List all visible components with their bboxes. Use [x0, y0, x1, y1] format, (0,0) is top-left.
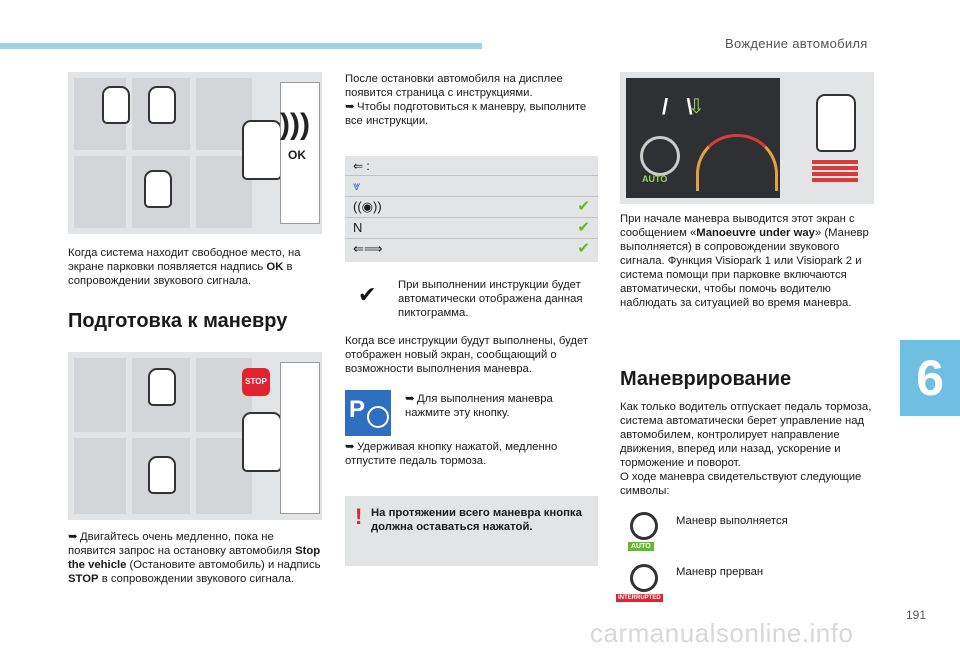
- direction-icon: ⇐⟹: [353, 241, 383, 256]
- section-title: Вождение автомобиля: [725, 36, 868, 51]
- paragraph-ready: Когда все инструкции будут выполнены, будет отображен новый экран, сообщающий о возможности выполнения маневра.: [345, 335, 589, 375]
- warning-box: [345, 496, 598, 566]
- steering-wheel-icon: [367, 406, 389, 428]
- steering-wheel-icon: [640, 136, 680, 176]
- stop-sign-icon: STOP: [242, 368, 270, 396]
- trajectory-lines: [696, 134, 778, 191]
- obstacle-indicator: [812, 160, 858, 182]
- car-icon: [148, 456, 176, 494]
- arrow-down-icon: ⇩: [688, 96, 705, 118]
- car-icon: [242, 120, 282, 180]
- neutral-gear-icon: N: [353, 220, 363, 235]
- heading-preparation: Подготовка к маневру: [68, 310, 288, 332]
- checklist-row: [345, 238, 598, 259]
- manoeuvre-screen-figure: [620, 72, 874, 204]
- paragraph-control: Как только водитель отпускает педаль тормоза, система автоматически берет управление над автомобилем, контролирует направление движения, вперед или назад, ускорение и торможение и поворот. О ходе маневра свидетельствуют следующие символы:: [620, 401, 872, 497]
- warning-icon: !: [355, 504, 363, 529]
- car-icon: [242, 412, 282, 472]
- heading-manoeuvring: Маневрирование: [620, 368, 792, 390]
- symbol-in-progress-label: Маневр выполняется: [676, 515, 788, 527]
- stop-vehicle-figure: [68, 352, 322, 520]
- header-accent-bar: [0, 43, 482, 49]
- chapter-tab: 6: [900, 340, 960, 416]
- paragraph-release-brake: ➥ Удерживая кнопку нажатой, медленно отпустите педаль тормоза.: [345, 441, 558, 467]
- car-icon: [148, 368, 176, 406]
- car-icon: [102, 86, 130, 124]
- checklist-row: [345, 196, 598, 217]
- check-icon: ✔: [577, 240, 590, 257]
- auto-symbol-icon: AUTO: [622, 510, 662, 554]
- car-icon: [816, 94, 856, 152]
- paragraph-manoeuvre-start: При начале маневра выводится этот экран с сообщением «Manoeuvre under way» (Маневр выполняется) в сопровождении звукового сигнала. Функция Visiopark 1 или Visiopark 2 и система помощи при парковке включаются автоматически, чтобы помочь водителю наблюдать за ситуацией во время маневра.: [620, 213, 869, 309]
- page-number: 191: [906, 608, 927, 622]
- parking-space-found-figure: [68, 72, 322, 234]
- symbol-interrupted-label: Маневр прерван: [676, 566, 764, 578]
- paragraph-ok: Когда система находит свободное место, на экране парковки появляется надпись OK в сопровождении звукового сигнала.: [68, 247, 301, 287]
- checklist-header: ⇐ :: [353, 159, 370, 173]
- paragraph-instructions: После остановки автомобиля на дисплее появится страница с инструкциями. ➥ Чтобы подготовиться к маневру, выполните все инструкции.: [345, 73, 587, 127]
- interrupted-symbol-icon: INTERRUPTED: [616, 562, 668, 606]
- warning-text: На протяжении всего маневра кнопка должна оставаться нажатой.: [371, 507, 582, 533]
- brake-icon: ((◉)): [353, 199, 382, 214]
- watermark: carmanualsonline.info: [590, 618, 854, 648]
- ok-label: OK: [288, 148, 306, 162]
- sound-waves-icon: ))): [280, 108, 310, 141]
- car-icon: [148, 86, 176, 124]
- checklist-row: [345, 175, 598, 196]
- checklist-row: [345, 217, 598, 238]
- check-icon: ✔: [577, 198, 590, 215]
- check-icon: ✔: [577, 219, 590, 236]
- car-icon: [144, 170, 172, 208]
- auto-label: AUTO: [642, 174, 668, 184]
- parking-sensor-icon: ⩔: [353, 178, 361, 193]
- check-icon: ✔: [358, 282, 377, 307]
- park-assist-button-icon: P: [345, 390, 391, 436]
- paragraph-stop: ➥ Двигайтесь очень медленно, пока не появится запрос на остановку автомобиля Stop the vehicle (Остановите автомобиль) и надпись STOP в сопровождении звукового сигнала.: [68, 531, 321, 585]
- check-note: При выполнении инструкции будет автоматически отображена данная пиктограмма.: [398, 279, 583, 319]
- parking-space-outline: [280, 362, 320, 514]
- camera-view: / \ ⇩ AUTO: [626, 78, 780, 198]
- button-instruction: ➥ Для выполнения маневра нажмите эту кнопку.: [405, 393, 553, 419]
